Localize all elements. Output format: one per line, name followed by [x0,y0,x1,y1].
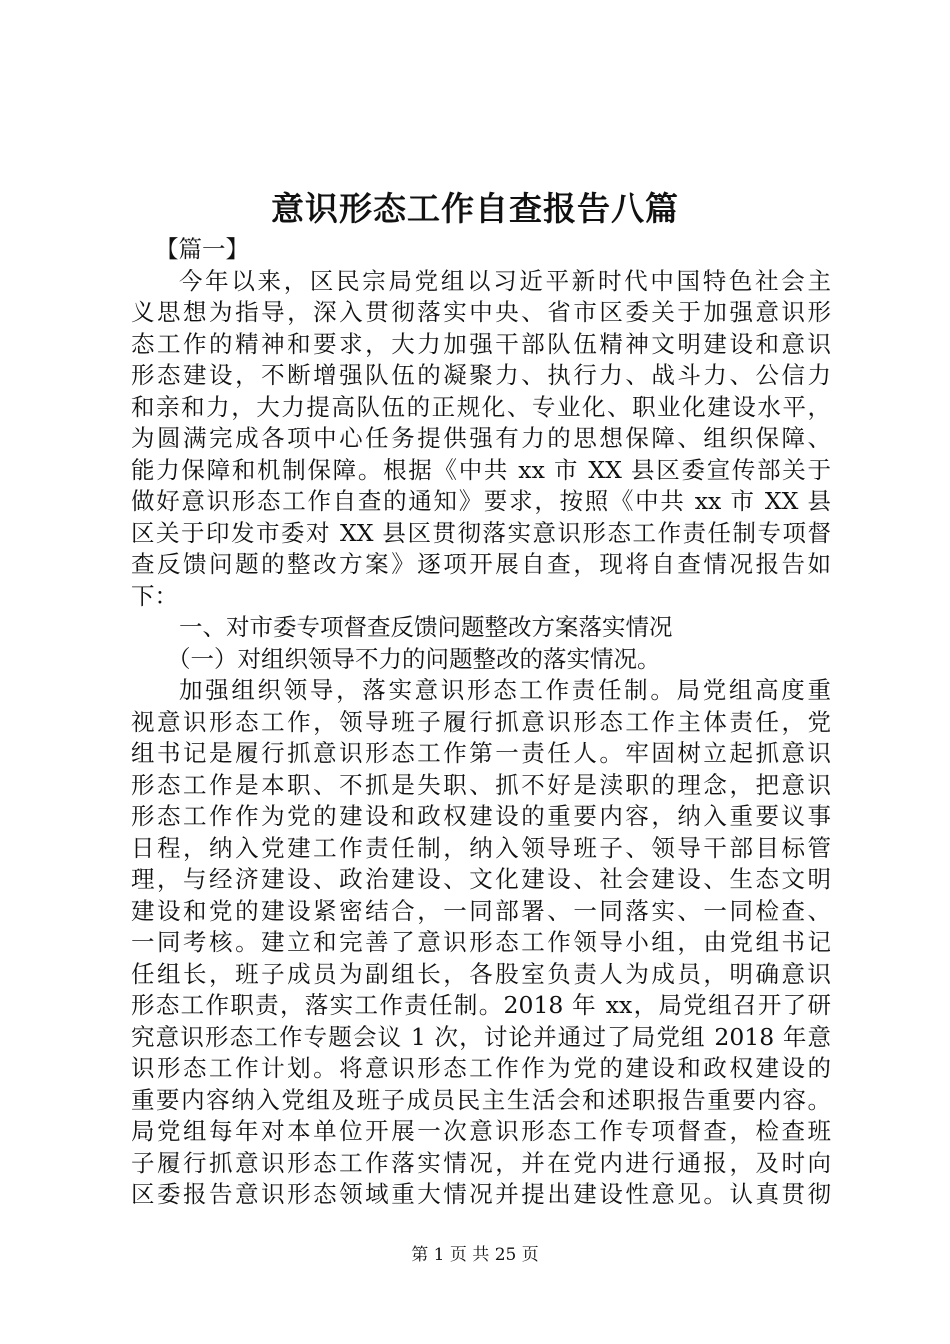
document-body [131,234,831,1211]
paragraph-line: 局党组每年对本单位开展一次意识形态工作专项督查，检查班 [131,1117,831,1145]
paragraph-line: 态工作的精神和要求，大力加强干部队伍精神文明建设和意识 [131,329,831,358]
document-title: 意识形态工作自查报告八篇 [271,189,679,228]
paragraph-line: 加强组织领导，落实意识形态工作责任制。局党组高度重 [179,676,831,704]
page-indicator: 第 1 页 共 25 页 [411,1245,539,1265]
paragraph-line: 能力保障和机制保障。根据《中共 xx 市 XX 县区委宣传部关于 [131,455,831,484]
paragraph-line: 建设和党的建设紧密结合，一同部署、一同落实、一同检查、 [131,896,831,925]
paragraph-line: 子履行抓意识形态工作落实情况，并在党内进行通报，及时向 [131,1148,831,1177]
paragraph-line: 形态建设，不断增强队伍的凝聚力、执行力、战斗力、公信力 [131,361,831,389]
paragraph-line: 区委报告意识形态领域重大情况并提出建设性意见。认真贯彻 [131,1180,831,1208]
paragraph-line: 区关于印发市委对 XX 县区贯彻落实意识形态工作责任制专项督 [131,518,831,547]
paragraph-line: 一同考核。建立和完善了意识形态工作领导小组，由党组书记 [131,928,831,956]
paragraph-line: 任组长，班子成员为副组长，各股室负责人为成员，明确意识 [131,959,831,988]
paragraph-line: 下： [131,581,178,610]
paragraph-line: 日程，纳入党建工作责任制，纳入领导班子、领导干部目标管 [131,833,831,862]
paragraph-line: 形态工作是本职、不抓是失职、抓不好是渎职的理念，把意识 [131,770,831,799]
paragraph-line: 和亲和力，大力提高队伍的正规化、专业化、职业化建设水平， [131,392,831,421]
paragraph-line: 识形态工作计划。将意识形态工作作为党的建设和政权建设的 [131,1054,831,1082]
paragraph-line: 究意识形态工作专题会议 1 次，讨论并通过了局党组 2018 年意 [131,1022,831,1051]
paragraph-line: 今年以来，区民宗局党组以习近平新时代中国特色社会主 [179,266,831,295]
paragraph-line: 形态工作职责，落实工作责任制。2018 年 xx，局党组召开了研 [131,991,831,1019]
subsection-heading: （一）对组织领导不力的问题整改的落实情况。 [167,644,661,673]
paragraph-line: 查反馈问题的整改方案》逐项开展自查，现将自查情况报告如 [131,550,831,578]
section-label: 【篇一】 [155,235,249,263]
paragraph-line: 组书记是履行抓意识形态工作第一责任人。牢固树立起抓意识 [131,739,831,767]
paragraph-line: 重要内容纳入党组及班子成员民主生活会和述职报告重要内容。 [131,1085,831,1114]
paragraph-line: 形态工作作为党的建设和政权建设的重要内容，纳入重要议事 [131,802,831,830]
section-heading: 一、对市委专项督查反馈问题整改方案落实情况 [179,613,673,641]
paragraph-line: 义思想为指导，深入贯彻落实中央、省市区委关于加强意识形 [131,298,831,326]
paragraph-line: 视意识形态工作，领导班子履行抓意识形态工作主体责任，党 [131,707,831,736]
paragraph-line: 做好意识形态工作自查的通知》要求，按照《中共 xx 市 XX 县 [131,487,831,515]
paragraph-line: 理，与经济建设、政治建设、文化建设、社会建设、生态文明 [131,865,831,893]
paragraph-line: 为圆满完成各项中心任务提供强有力的思想保障、组织保障、 [131,424,831,452]
